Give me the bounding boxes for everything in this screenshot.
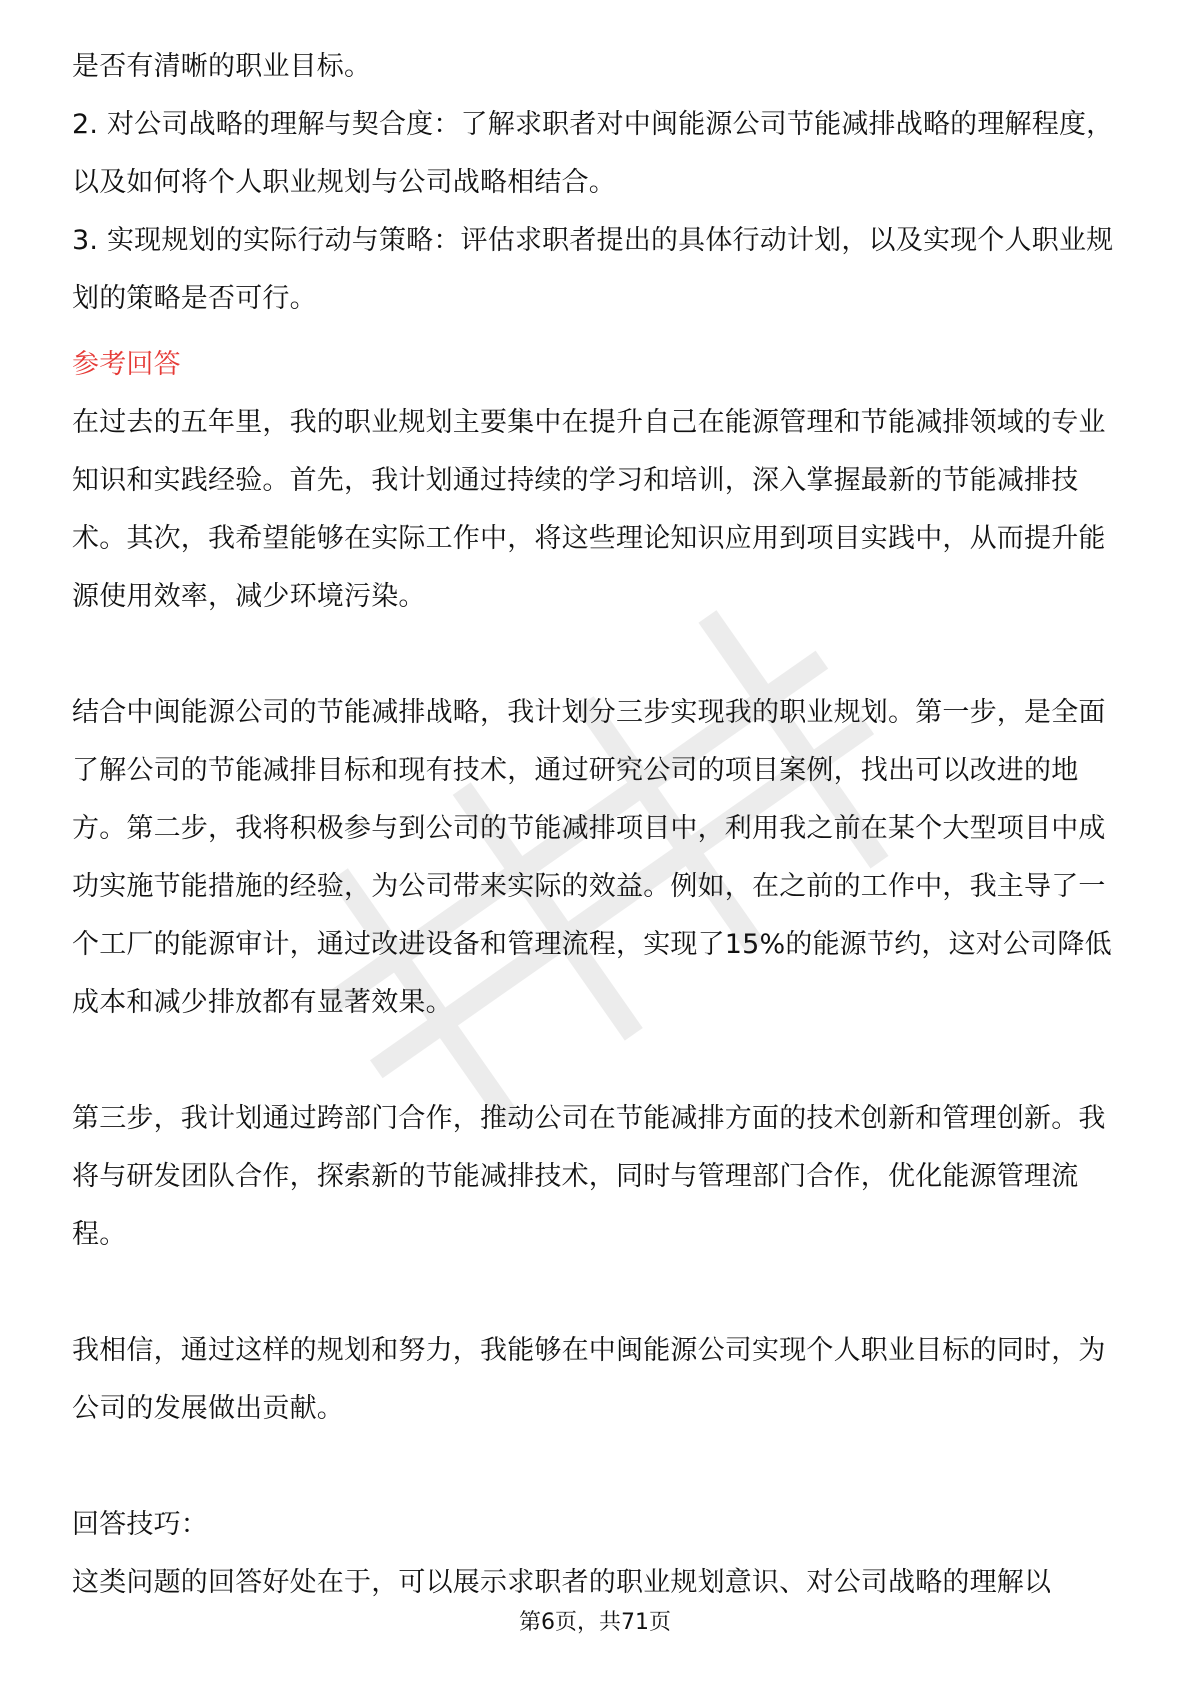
document-body	[72, 38, 1122, 1612]
tips-heading: 回答技巧：	[72, 1509, 208, 1540]
criterion-item: 3. 实现规划的实际行动与策略：评估求职者提出的具体行动计划，以及实现个人职业规划的策略是否可行。	[72, 225, 1114, 314]
criterion-item: 2. 对公司战略的理解与契合度：了解求职者对中闽能源公司节能减排战略的理解程度，以及如何将个人职业规划与公司战略相结合。	[72, 109, 1114, 198]
reference-answer-title: 参考回答	[72, 349, 181, 380]
paragraph-gap	[72, 1264, 1122, 1322]
answer-paragraph: 结合中闽能源公司的节能减排战略，我计划分三步实现我的职业规划。第一步，是全面了解公司的节能减排目标和现有技术，通过研究公司的项目案例，找出可以改进的地方。第二步，我将积极参与到公司的节能减排项目中，利用我之前在某个大型项目中成功实施节能措施的经验，为公司带来实际的效益。例如，在之前的工作中，我主导了一个工厂的能源审计，通过改进设备和管理流程，实现了15%的能源节约，这对公司降低成本和减少排放都有显著效果。	[72, 697, 1112, 1018]
answer-paragraph: 第三步，我计划通过跨部门合作，推动公司在节能减排方面的技术创新和管理创新。我将与研发团队合作，探索新的节能减排技术，同时与管理部门合作，优化能源管理流程。	[72, 1103, 1106, 1250]
intro-line: 是否有清晰的职业目标。	[72, 51, 372, 82]
paragraph-gap	[72, 1438, 1122, 1496]
answer-paragraph: 我相信，通过这样的规划和努力，我能够在中闽能源公司实现个人职业目标的同时，为公司的发展做出贡献。	[72, 1335, 1106, 1424]
tips-text: 这类问题的回答好处在于，可以展示求职者的职业规划意识、对公司战略的理解以	[72, 1567, 1052, 1598]
answer-paragraph: 在过去的五年里，我的职业规划主要集中在提升自己在能源管理和节能减排领域的专业知识和实践经验。首先，我计划通过持续的学习和培训，深入掌握最新的节能减排技术。其次，我希望能够在实际工作中，将这些理论知识应用到项目实践中，从而提升能源使用效率，减少环境污染。	[72, 407, 1106, 612]
paragraph-gap	[72, 1032, 1122, 1090]
page-number: 第6页，共71页	[519, 1610, 671, 1635]
paragraph-gap	[72, 626, 1122, 684]
